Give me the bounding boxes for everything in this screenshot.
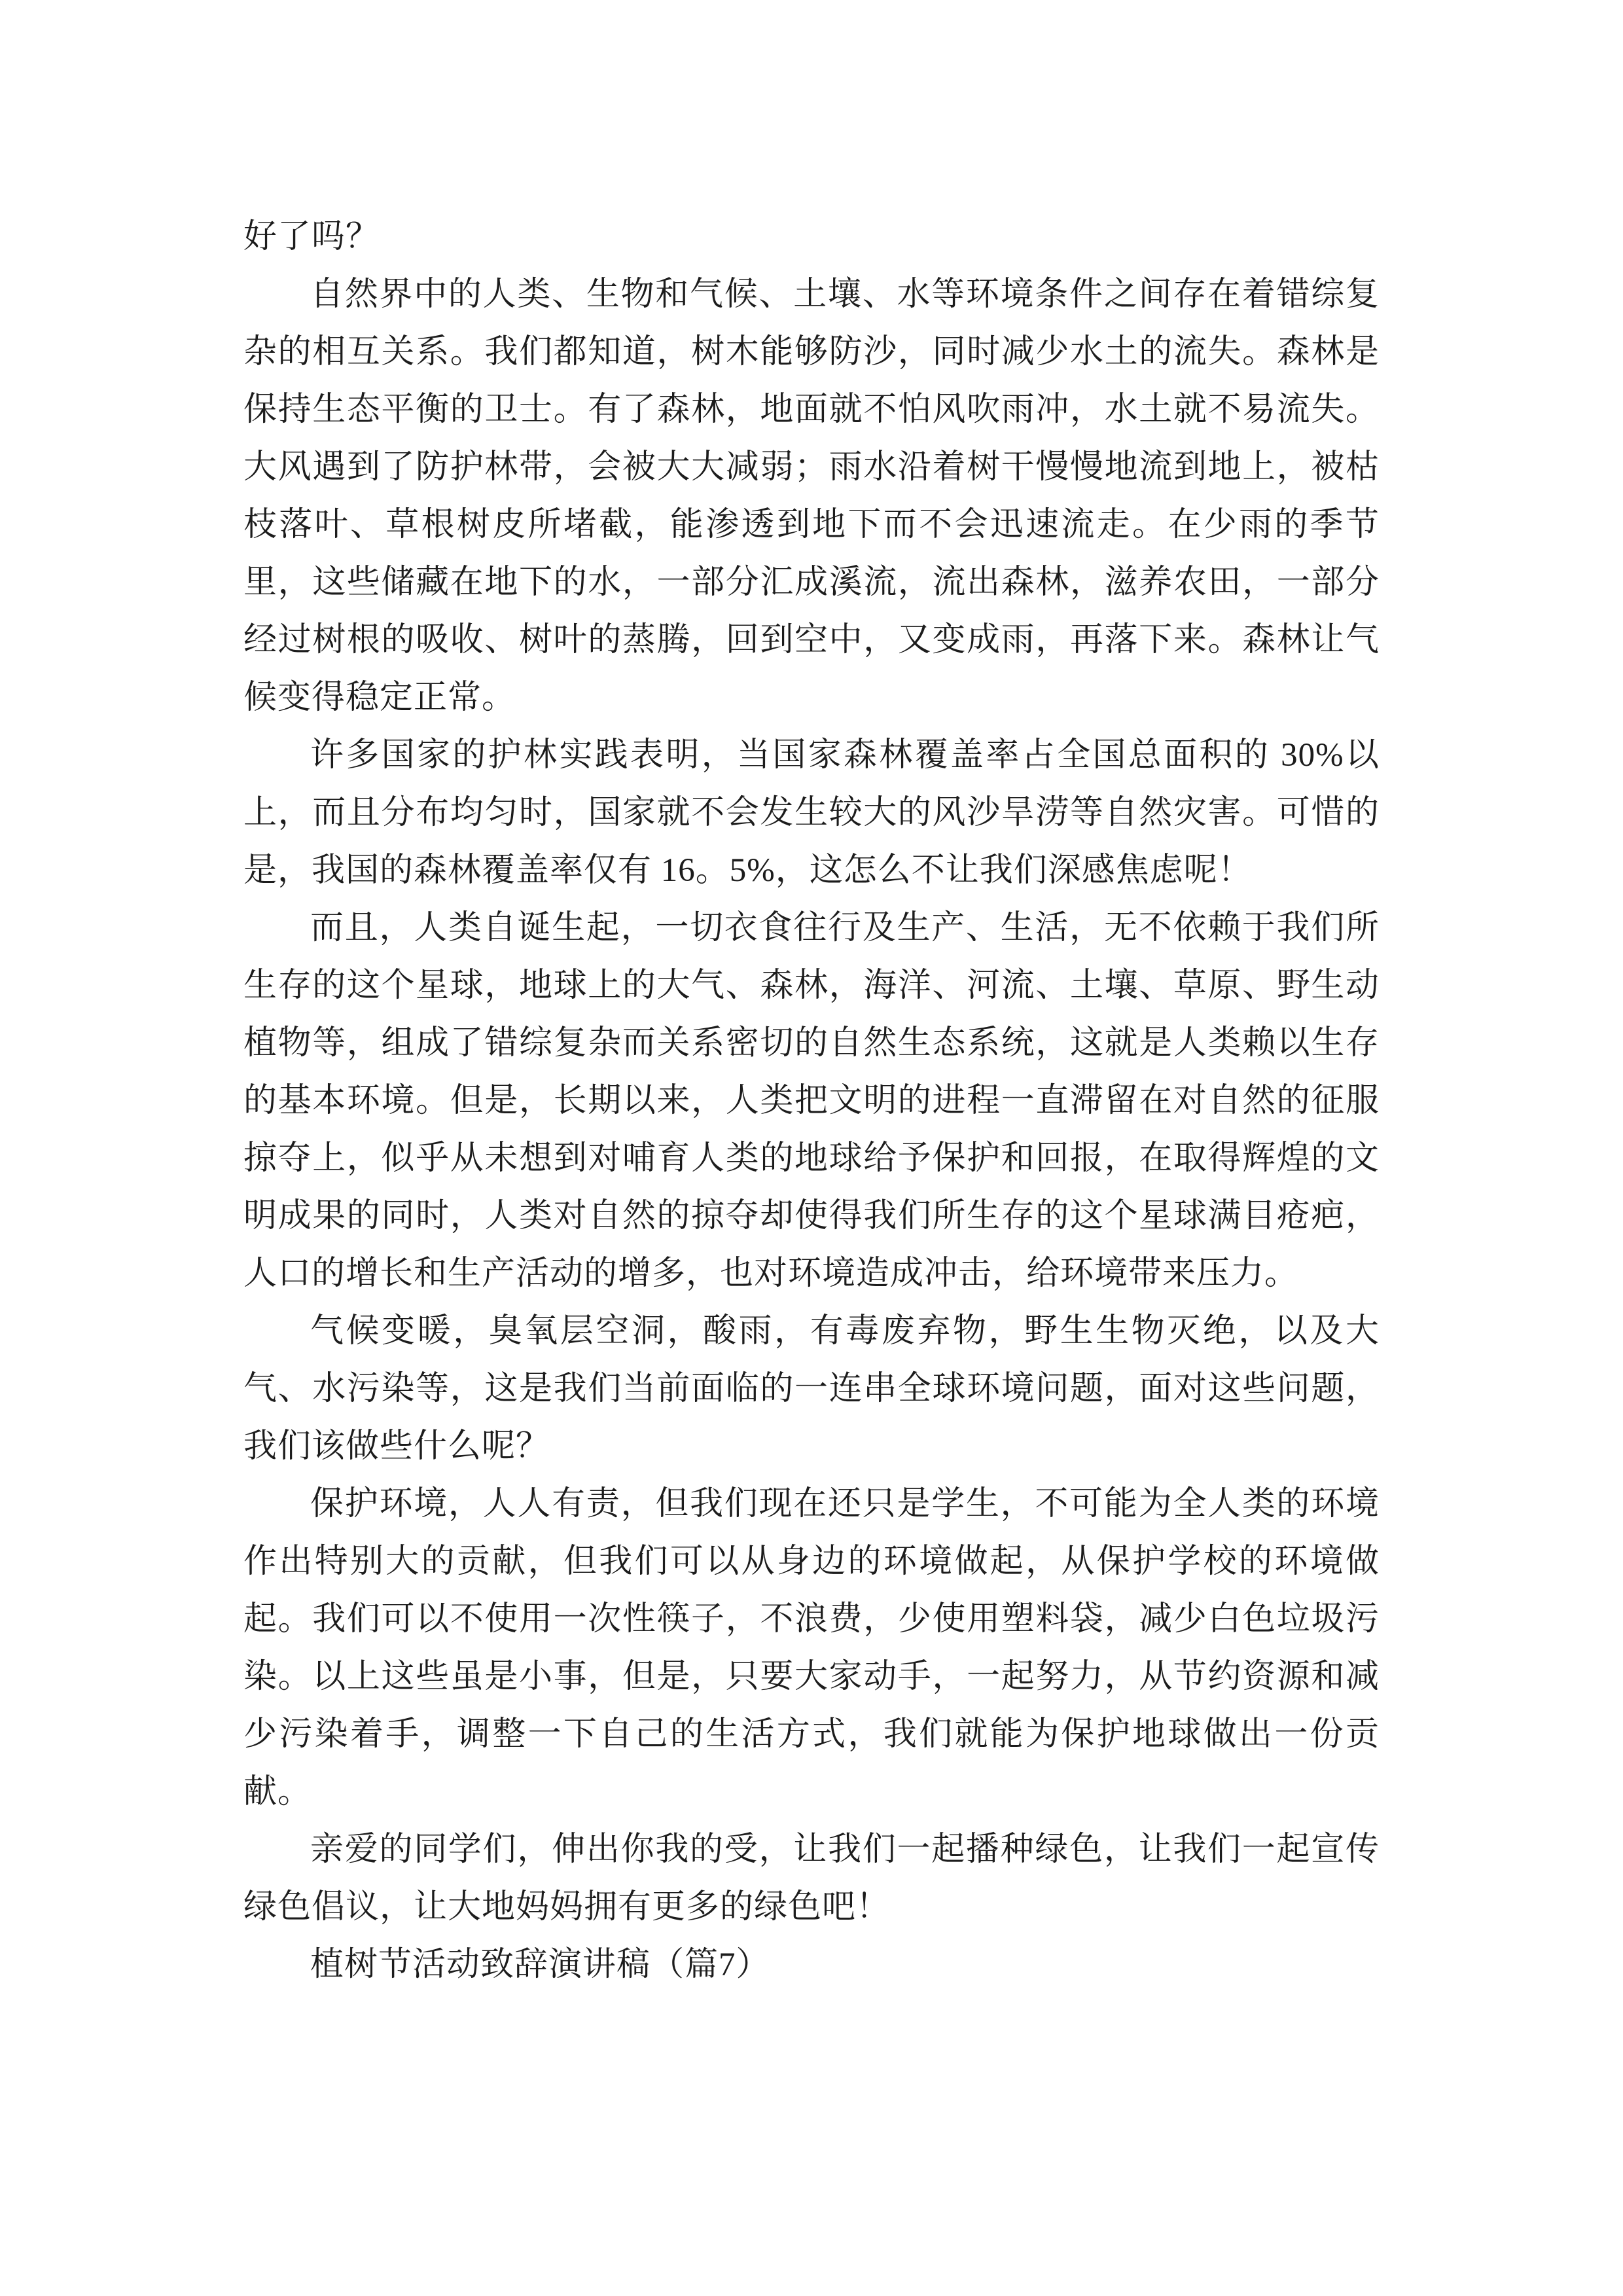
paragraph-forest-coverage: 许多国家的护林实践表明，当国家森林覆盖率占全国总面积的 30%以上，而且分布均匀时，国家就不会发生较大的风沙旱涝等自然灾害。可惜的是，我国的森林覆盖率仅有 16。5%，这怎么不让我们深感焦虑呢！ [243,737,1380,889]
paragraph-forest-ecology: 自然界中的人类、生物和气候、土壤、水等环境条件之间存在着错综复杂的相互关系。我们都知道，树木能够防沙，同时减少水土的流失。森林是保持生态平衡的卫士。有了森林，地面就不怕风吹雨冲，水土就不易流失。大风遇到了防护林带，会被大大减弱；雨水沿着树干慢慢地流到地上，被枯枝落叶、草根树皮所堵截，能渗透到地下而不会迅速流走。在少雨的季节里，这些储藏在地下的水，一部分汇成溪流，流出森林，滋养农田，一部分经过树根的吸收、树叶的蒸腾，回到空中，又变成雨，再落下来。森林让气候变得稳定正常。 [243,276,1380,716]
paragraph-closing-appeal: 亲爱的同学们，伸出你我的受，让我们一起播种绿色，让我们一起宣传绿色倡议，让大地妈妈拥有更多的绿色吧！ [243,1831,1380,1926]
paragraph-continuation: 好了吗？ [243,219,380,255]
paragraph-protect-environment: 保护环境，人人有责，但我们现在还只是学生，不可能为全人类的环境作出特别大的贡献，但我们可以从身边的环境做起，从保护学校的环境做起。我们可以不使用一次性筷子，不浪费，少使用塑料袋，减少白色垃圾污染。以上这些虽是小事，但是，只要大家动手，一起努力，从节约资源和减少污染着手，调整一下自己的生活方式，我们就能为保护地球做出一份贡献。 [243,1486,1380,1810]
section-title-next-speech: 植树节活动致辞演讲稿（篇7） [310,1946,770,1983]
paragraph-human-dependence: 而且，人类自诞生起，一切衣食往行及生产、生活，无不依赖于我们所生存的这个星球，地球上的大气、森林，海洋、河流、土壤、草原、野生动植物等，组成了错综复杂而关系密切的自然生态系统，这就是人类赖以生存的基本环境。但是，长期以来，人类把文明的进程一直滞留在对自然的征服掠夺上，似乎从未想到对哺育人类的地球给予保护和回报，在取得辉煌的文明成果的同时，人类对自然的掠夺却使得我们所生存的这个星球满目疮疤，人口的增长和生产活动的增多，也对环境造成冲击，给环境带来压力。 [243,910,1380,1292]
document-body [243,208,1380,1994]
paragraph-global-problems: 气候变暖，臭氧层空洞，酸雨，有毒废弃物，野生生物灭绝，以及大气、水污染等，这是我们当前面临的一连串全球环境问题，面对这些问题，我们该做些什么呢？ [243,1313,1380,1465]
